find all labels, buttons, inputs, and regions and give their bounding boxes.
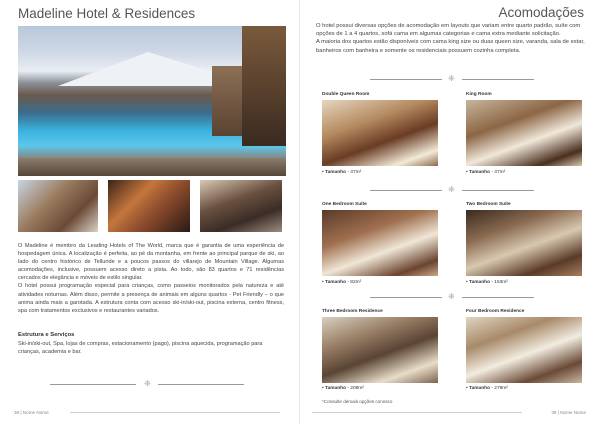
size-label: Tamanho [469,386,490,391]
divider-line [370,190,442,191]
room-title: King Room [466,92,492,97]
description-paragraph: O hotel possui programação especial para crianças, como passeios monitorados pela natureza e até atividades noturnas. Além disso, permite a presença de animais em alguns quartos - Pet Friendly – o que anima ainda mais a garotada. A estrutura conta com acesso ski-in/ski-out, piscina externa, centro fitness, spa com tratamentos exclusivos e restaurantes variados. [18,283,284,314]
thumbnail-photo [108,180,190,232]
size-label: Tamanho [325,280,346,285]
divider-line [462,297,534,298]
room-photo [466,100,582,166]
room-photo [466,317,582,383]
size-label: Tamanho [325,170,346,175]
services-text: Ski-in/ski-out, Spa, lojas de compras, estacionamento (pago), piscina aquecida, programação para crianças, academia e bar. [18,341,263,356]
ornament-icon: ❈ [144,379,151,388]
services-heading: Estrutura e Serviços [18,332,75,338]
room-photo [322,100,438,166]
ornament-icon: ❈ [448,292,455,301]
page-title: Madeline Hotel & Residences [18,6,196,21]
size-label: Tamanho [469,170,490,175]
room-title: Two Bedroom Suite [466,202,511,207]
room-title: Three Bedroom Residence [322,309,383,314]
hero-pool-photo [18,26,286,176]
divider-line [462,190,534,191]
bullet-icon: • [322,386,324,391]
accommodations-intro [316,22,588,55]
bullet-icon: • [466,170,468,175]
divider-line [158,384,244,385]
page-footer: 39 | Nome Nome [551,410,586,415]
size-value: - 47m² [491,170,506,175]
bullet-icon: • [322,280,324,285]
divider-line [370,297,442,298]
footer-rule [312,412,522,413]
footnote: *Consulte demais opções conosco [322,399,393,404]
room-photo [322,210,438,276]
bullet-icon: • [466,280,468,285]
bullet-icon: • [466,386,468,391]
ornament-icon: ❈ [448,185,455,194]
ornament-icon: ❈ [448,74,455,83]
size-value: - 208m² [347,386,364,391]
building-shape [212,66,242,136]
divider-line [370,79,442,80]
room-size [322,170,361,175]
intro-paragraph: O hotel possui diversas opções de acomodação em layouts que variam entre quarto padrão, suíte com opções de 1 a 4 quartos, sofá cama em algumas categorias e cama extra mediante solicitação. [316,23,581,38]
size-value: - 82m² [347,280,362,285]
description-paragraph: O Madeline é membro da Leading Hotels of The World, marca que é garantia de uma experiência de hospedagem única. A localização é perfeita, ao pé da montanha, em frente ao principal parque de ski, ao lado do centro histórico de Telluride e a poucos passos do villarejo de Mountain Village. Algumas acomodações, inclusive, possuem acesso direto a pista. Ao todo, são 83 quartos e 71 residências cercados de elegância e móveis de estilo singular. [18,243,284,282]
room-size [466,170,505,175]
page-footer: 38 | Nome Nome [14,410,49,415]
size-label: Tamanho [469,280,490,285]
room-title: One Bedroom Suite [322,202,367,207]
size-value: - 47m² [347,170,362,175]
room-size [466,280,508,285]
footer-rule [70,412,280,413]
room-title: Four Bedroom Residence [466,309,525,314]
pool-deck-shape [18,158,286,176]
thumbnail-photo [18,180,98,232]
room-photo [466,210,582,276]
room-title: Double Queen Room [322,92,370,97]
right-page [300,0,600,424]
size-label: Tamanho [325,386,346,391]
size-value: - 279m² [491,386,508,391]
intro-paragraph: A maioria dos quartos estão disponíveis com cama king size ou duas queen size, varanda, sala de estar, banheiros com banheira e somente os residenciais possuem cozinha completa. [316,39,585,54]
thumbnail-photo [200,180,282,232]
room-size [322,280,361,285]
room-size [322,386,364,391]
room-photo [322,317,438,383]
bullet-icon: • [322,170,324,175]
divider-line [462,79,534,80]
room-size [466,386,508,391]
building-shape [242,26,286,146]
size-value: - 153m² [491,280,508,285]
divider-line [50,384,136,385]
hotel-description [18,242,284,315]
page-title: Acomodações [498,5,584,20]
